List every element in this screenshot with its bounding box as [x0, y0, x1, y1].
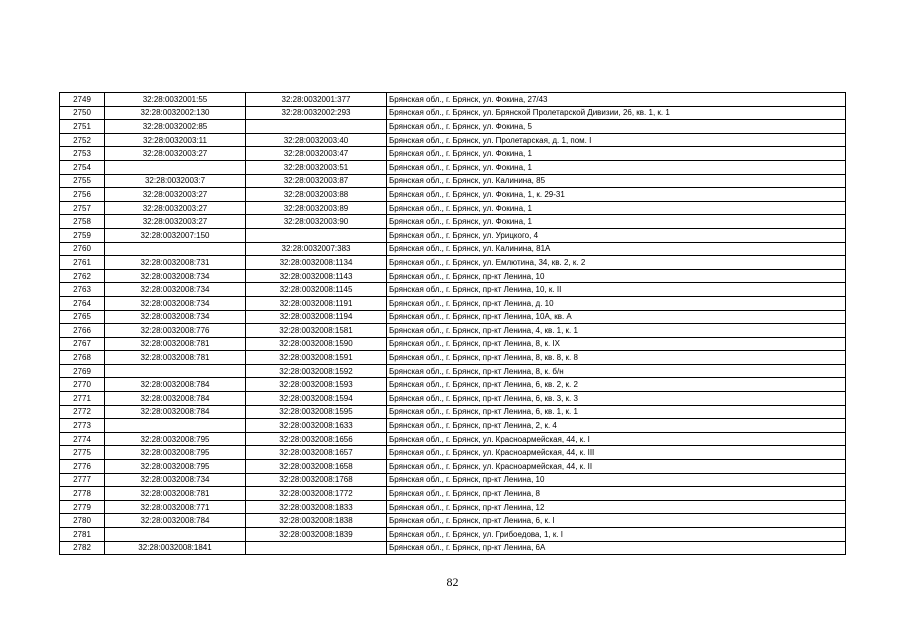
land-cadastral-number-cell: 32:28:0032008:734 — [105, 283, 246, 297]
address-cell: Брянская обл., г. Брянск, ул. Калинина, 85 — [387, 174, 846, 188]
row-number-cell: 2754 — [60, 160, 105, 174]
address-cell: Брянская обл., г. Брянск, ул. Красноармейская, 44, к. III — [387, 446, 846, 460]
table-row — [60, 296, 846, 310]
object-cadastral-number-cell: 32:28:0032008:1658 — [246, 460, 387, 474]
object-cadastral-number-cell: 32:28:0032003:47 — [246, 147, 387, 161]
table-row — [60, 310, 846, 324]
row-number-cell: 2780 — [60, 514, 105, 528]
row-number-cell: 2782 — [60, 541, 105, 555]
table-row — [60, 174, 846, 188]
land-cadastral-number-cell: 32:28:0032008:781 — [105, 337, 246, 351]
land-cadastral-number-cell — [105, 419, 246, 433]
object-cadastral-number-cell — [246, 228, 387, 242]
row-number-cell: 2764 — [60, 296, 105, 310]
table-row — [60, 378, 846, 392]
object-cadastral-number-cell: 32:28:0032008:1134 — [246, 256, 387, 270]
table-row — [60, 500, 846, 514]
row-number-cell: 2765 — [60, 310, 105, 324]
row-number-cell: 2766 — [60, 324, 105, 338]
land-cadastral-number-cell: 32:28:0032008:781 — [105, 351, 246, 365]
address-cell: Брянская обл., г. Брянск, ул. Емлютина, 34, кв. 2, к. 2 — [387, 256, 846, 270]
address-cell: Брянская обл., г. Брянск, пр-кт Ленина, 10 — [387, 473, 846, 487]
registry-table-body — [60, 93, 846, 555]
land-cadastral-number-cell: 32:28:0032008:784 — [105, 514, 246, 528]
land-cadastral-number-cell: 32:28:0032003:7 — [105, 174, 246, 188]
object-cadastral-number-cell: 32:28:0032003:90 — [246, 215, 387, 229]
property-registry-table — [59, 92, 846, 555]
address-cell: Брянская обл., г. Брянск, ул. Фокина, 1 — [387, 201, 846, 215]
row-number-cell: 2751 — [60, 120, 105, 134]
table-row — [60, 215, 846, 229]
land-cadastral-number-cell: 32:28:0032008:734 — [105, 473, 246, 487]
object-cadastral-number-cell: 32:28:0032008:1590 — [246, 337, 387, 351]
page-number: 82 — [446, 575, 459, 589]
address-cell: Брянская обл., г. Брянск, ул. Фокина, 1, к. 29-31 — [387, 188, 846, 202]
table-row — [60, 242, 846, 256]
table-row — [60, 133, 846, 147]
table-row — [60, 487, 846, 501]
address-cell: Брянская обл., г. Брянск, пр-кт Ленина, 8 — [387, 487, 846, 501]
table-row — [60, 147, 846, 161]
row-number-cell: 2757 — [60, 201, 105, 215]
object-cadastral-number-cell: 32:28:0032008:1592 — [246, 364, 387, 378]
object-cadastral-number-cell: 32:28:0032008:1145 — [246, 283, 387, 297]
row-number-cell: 2776 — [60, 460, 105, 474]
land-cadastral-number-cell: 32:28:0032008:734 — [105, 310, 246, 324]
object-cadastral-number-cell: 32:28:0032003:89 — [246, 201, 387, 215]
address-cell: Брянская обл., г. Брянск, ул. Фокина, 1 — [387, 147, 846, 161]
address-cell: Брянская обл., г. Брянск, пр-кт Ленина, 8, к. б/н — [387, 364, 846, 378]
address-cell: Брянская обл., г. Брянск, пр-кт Ленина, 6, кв. 1, к. 1 — [387, 405, 846, 419]
row-number-cell: 2781 — [60, 528, 105, 542]
row-number-cell: 2750 — [60, 106, 105, 120]
object-cadastral-number-cell: 32:28:0032003:51 — [246, 160, 387, 174]
address-cell: Брянская обл., г. Брянск, пр-кт Ленина, 10 — [387, 269, 846, 283]
table-row — [60, 392, 846, 406]
table-row — [60, 528, 846, 542]
table-row — [60, 364, 846, 378]
land-cadastral-number-cell: 32:28:0032003:27 — [105, 215, 246, 229]
land-cadastral-number-cell: 32:28:0032003:11 — [105, 133, 246, 147]
land-cadastral-number-cell: 32:28:0032008:731 — [105, 256, 246, 270]
row-number-cell: 2755 — [60, 174, 105, 188]
object-cadastral-number-cell: 32:28:0032008:1633 — [246, 419, 387, 433]
address-cell: Брянская обл., г. Брянск, ул. Грибоедова, 1, к. I — [387, 528, 846, 542]
table-row — [60, 419, 846, 433]
row-number-cell: 2767 — [60, 337, 105, 351]
address-cell: Брянская обл., г. Брянск, пр-кт Ленина, 8, кв. 8, к. 8 — [387, 351, 846, 365]
row-number-cell: 2777 — [60, 473, 105, 487]
table-row — [60, 337, 846, 351]
land-cadastral-number-cell: 32:28:0032008:771 — [105, 500, 246, 514]
object-cadastral-number-cell: 32:28:0032008:1839 — [246, 528, 387, 542]
object-cadastral-number-cell: 32:28:0032003:40 — [246, 133, 387, 147]
table-row — [60, 460, 846, 474]
address-cell: Брянская обл., г. Брянск, пр-кт Ленина, д. 10 — [387, 296, 846, 310]
object-cadastral-number-cell: 32:28:0032008:1143 — [246, 269, 387, 283]
address-cell: Брянская обл., г. Брянск, пр-кт Ленина, 10, к. II — [387, 283, 846, 297]
object-cadastral-number-cell: 32:28:0032002:293 — [246, 106, 387, 120]
object-cadastral-number-cell: 32:28:0032007:383 — [246, 242, 387, 256]
row-number-cell: 2753 — [60, 147, 105, 161]
table-row — [60, 160, 846, 174]
address-cell: Брянская обл., г. Брянск, ул. Пролетарская, д. 1, пом. I — [387, 133, 846, 147]
table-row — [60, 514, 846, 528]
row-number-cell: 2778 — [60, 487, 105, 501]
object-cadastral-number-cell: 32:28:0032008:1772 — [246, 487, 387, 501]
row-number-cell: 2773 — [60, 419, 105, 433]
object-cadastral-number-cell: 32:28:0032008:1595 — [246, 405, 387, 419]
table-row — [60, 269, 846, 283]
object-cadastral-number-cell: 32:28:0032008:1768 — [246, 473, 387, 487]
object-cadastral-number-cell: 32:28:0032003:87 — [246, 174, 387, 188]
address-cell: Брянская обл., г. Брянск, ул. Фокина, 1 — [387, 215, 846, 229]
object-cadastral-number-cell: 32:28:0032001:377 — [246, 93, 387, 107]
object-cadastral-number-cell: 32:28:0032008:1591 — [246, 351, 387, 365]
land-cadastral-number-cell: 32:28:0032008:1841 — [105, 541, 246, 555]
table-row — [60, 541, 846, 555]
row-number-cell: 2762 — [60, 269, 105, 283]
land-cadastral-number-cell: 32:28:0032003:27 — [105, 201, 246, 215]
land-cadastral-number-cell: 32:28:0032003:27 — [105, 147, 246, 161]
land-cadastral-number-cell: 32:28:0032008:781 — [105, 487, 246, 501]
table-row — [60, 473, 846, 487]
address-cell: Брянская обл., г. Брянск, ул. Красноармейская, 44, к. II — [387, 460, 846, 474]
land-cadastral-number-cell — [105, 528, 246, 542]
land-cadastral-number-cell: 32:28:0032008:734 — [105, 296, 246, 310]
address-cell: Брянская обл., г. Брянск, пр-кт Ленина, 8, к. IX — [387, 337, 846, 351]
address-cell: Брянская обл., г. Брянск, ул. Калинина, 81А — [387, 242, 846, 256]
table-row — [60, 188, 846, 202]
object-cadastral-number-cell — [246, 541, 387, 555]
object-cadastral-number-cell: 32:28:0032008:1838 — [246, 514, 387, 528]
row-number-cell: 2770 — [60, 378, 105, 392]
object-cadastral-number-cell: 32:28:0032008:1194 — [246, 310, 387, 324]
table-row — [60, 201, 846, 215]
land-cadastral-number-cell — [105, 364, 246, 378]
table-row — [60, 351, 846, 365]
land-cadastral-number-cell: 32:28:0032008:795 — [105, 446, 246, 460]
land-cadastral-number-cell: 32:28:0032003:27 — [105, 188, 246, 202]
object-cadastral-number-cell: 32:28:0032008:1594 — [246, 392, 387, 406]
table-row — [60, 432, 846, 446]
table-row — [60, 446, 846, 460]
land-cadastral-number-cell: 32:28:0032008:795 — [105, 432, 246, 446]
row-number-cell: 2760 — [60, 242, 105, 256]
row-number-cell: 2771 — [60, 392, 105, 406]
address-cell: Брянская обл., г. Брянск, ул. Брянской Пролетарской Дивизии, 26, кв. 1, к. 1 — [387, 106, 846, 120]
address-cell: Брянская обл., г. Брянск, пр-кт Ленина, 6, кв. 3, к. 3 — [387, 392, 846, 406]
row-number-cell: 2763 — [60, 283, 105, 297]
address-cell: Брянская обл., г. Брянск, ул. Урицкого, 4 — [387, 228, 846, 242]
row-number-cell: 2774 — [60, 432, 105, 446]
address-cell: Брянская обл., г. Брянск, ул. Фокина, 27/43 — [387, 93, 846, 107]
land-cadastral-number-cell: 32:28:0032008:784 — [105, 378, 246, 392]
address-cell: Брянская обл., г. Брянск, пр-кт Ленина, 4, кв. 1, к. 1 — [387, 324, 846, 338]
land-cadastral-number-cell: 32:28:0032008:784 — [105, 405, 246, 419]
row-number-cell: 2775 — [60, 446, 105, 460]
land-cadastral-number-cell: 32:28:0032007:150 — [105, 228, 246, 242]
land-cadastral-number-cell: 32:28:0032008:776 — [105, 324, 246, 338]
land-cadastral-number-cell: 32:28:0032008:795 — [105, 460, 246, 474]
row-number-cell: 2752 — [60, 133, 105, 147]
land-cadastral-number-cell: 32:28:0032002:130 — [105, 106, 246, 120]
land-cadastral-number-cell: 32:28:0032001:55 — [105, 93, 246, 107]
object-cadastral-number-cell: 32:28:0032003:88 — [246, 188, 387, 202]
address-cell: Брянская обл., г. Брянск, пр-кт Ленина, 6, кв. 2, к. 2 — [387, 378, 846, 392]
table-row — [60, 228, 846, 242]
table-row — [60, 106, 846, 120]
row-number-cell: 2768 — [60, 351, 105, 365]
address-cell: Брянская обл., г. Брянск, ул. Фокина, 5 — [387, 120, 846, 134]
row-number-cell: 2749 — [60, 93, 105, 107]
object-cadastral-number-cell: 32:28:0032008:1833 — [246, 500, 387, 514]
land-cadastral-number-cell — [105, 160, 246, 174]
table-row — [60, 324, 846, 338]
address-cell: Брянская обл., г. Брянск, ул. Красноармейская, 44, к. I — [387, 432, 846, 446]
land-cadastral-number-cell: 32:28:0032008:784 — [105, 392, 246, 406]
row-number-cell: 2758 — [60, 215, 105, 229]
object-cadastral-number-cell — [246, 120, 387, 134]
row-number-cell: 2779 — [60, 500, 105, 514]
address-cell: Брянская обл., г. Брянск, пр-кт Ленина, 2, к. 4 — [387, 419, 846, 433]
table-row — [60, 405, 846, 419]
row-number-cell: 2772 — [60, 405, 105, 419]
address-cell: Брянская обл., г. Брянск, пр-кт Ленина, 10А, кв. А — [387, 310, 846, 324]
row-number-cell: 2761 — [60, 256, 105, 270]
address-cell: Брянская обл., г. Брянск, пр-кт Ленина, 6А — [387, 541, 846, 555]
object-cadastral-number-cell: 32:28:0032008:1191 — [246, 296, 387, 310]
object-cadastral-number-cell: 32:28:0032008:1593 — [246, 378, 387, 392]
table-row — [60, 283, 846, 297]
address-cell: Брянская обл., г. Брянск, пр-кт Ленина, 6, к. I — [387, 514, 846, 528]
address-cell: Брянская обл., г. Брянск, пр-кт Ленина, 12 — [387, 500, 846, 514]
table-row — [60, 256, 846, 270]
land-cadastral-number-cell: 32:28:0032002:85 — [105, 120, 246, 134]
address-cell: Брянская обл., г. Брянск, ул. Фокина, 1 — [387, 160, 846, 174]
row-number-cell: 2759 — [60, 228, 105, 242]
object-cadastral-number-cell: 32:28:0032008:1581 — [246, 324, 387, 338]
object-cadastral-number-cell: 32:28:0032008:1657 — [246, 446, 387, 460]
table-row — [60, 120, 846, 134]
object-cadastral-number-cell: 32:28:0032008:1656 — [246, 432, 387, 446]
land-cadastral-number-cell: 32:28:0032008:734 — [105, 269, 246, 283]
row-number-cell: 2756 — [60, 188, 105, 202]
table-row — [60, 93, 846, 107]
land-cadastral-number-cell — [105, 242, 246, 256]
row-number-cell: 2769 — [60, 364, 105, 378]
